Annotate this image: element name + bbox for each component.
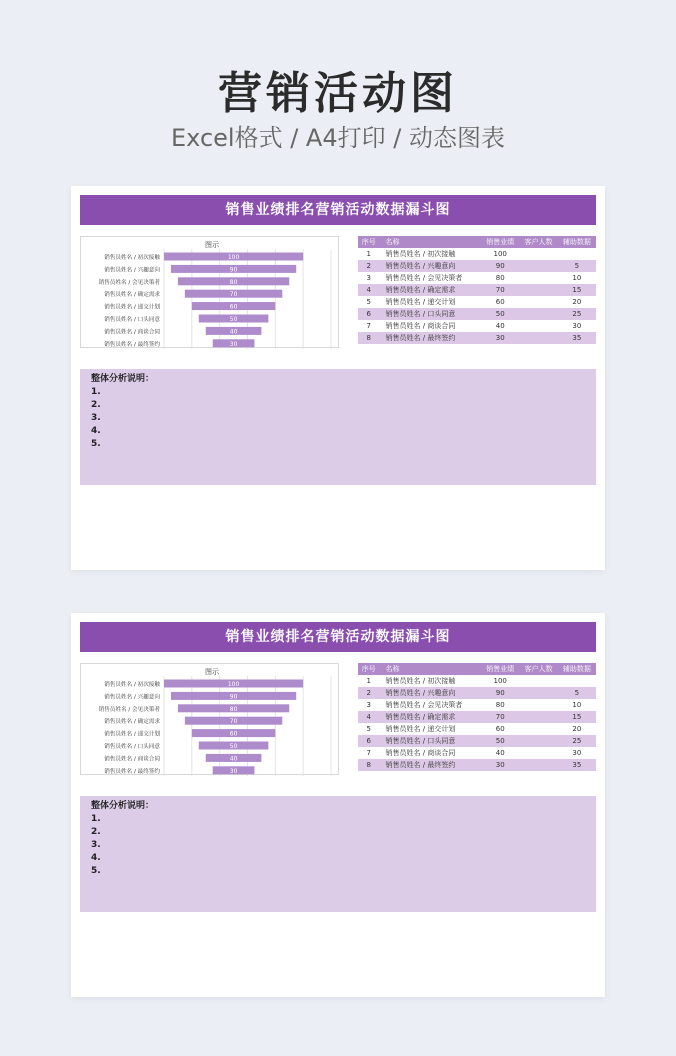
category-label: 销售员姓名 / 口头同意 — [104, 744, 160, 750]
table-row — [358, 687, 596, 699]
table-cell — [519, 711, 557, 723]
table-cell: 90 — [481, 687, 519, 699]
table-row — [358, 308, 596, 320]
table-cell: 销售员姓名 / 最终签约 — [380, 759, 482, 771]
analysis-list — [91, 386, 596, 451]
chart-title: 图示 — [205, 241, 219, 249]
table-cell: 1 — [358, 248, 380, 260]
page-subtitle: Excel格式 / A4打印 / 动态图表 — [171, 124, 505, 152]
table-cell: 销售员姓名 / 口头同意 — [380, 308, 482, 320]
table-row — [358, 759, 596, 771]
table-cell: 7 — [358, 747, 380, 759]
table-cell: 销售员姓名 / 确定需求 — [380, 284, 482, 296]
data-label: 30 — [229, 340, 238, 348]
table-cell: 60 — [481, 296, 519, 308]
category-label: 销售员姓名 / 初次接触 — [104, 255, 160, 261]
table-cell: 70 — [481, 711, 519, 723]
table-cell: 2 — [358, 687, 380, 699]
table-row — [358, 260, 596, 272]
table-cell: 6 — [358, 308, 380, 320]
analysis-item: 3. — [91, 840, 101, 850]
table-cell: 100 — [481, 675, 519, 687]
data-label: 90 — [229, 266, 238, 274]
table-cell: 10 — [558, 272, 596, 284]
analysis-item: 2. — [91, 827, 101, 837]
chart-title: 图示 — [205, 668, 219, 676]
table-cell: 4 — [358, 711, 380, 723]
table-cell: 50 — [481, 735, 519, 747]
table-cell: 20 — [558, 296, 596, 308]
table-cell — [519, 320, 557, 332]
funnel-chart-svg — [81, 237, 340, 349]
table-cell: 7 — [358, 320, 380, 332]
table-cell — [519, 723, 557, 735]
table-cell: 5 — [558, 687, 596, 699]
table-cell — [519, 284, 557, 296]
column-header: 客户人数 — [519, 663, 557, 675]
table-cell — [558, 675, 596, 687]
data-label: 70 — [229, 718, 238, 726]
analysis-box — [80, 369, 596, 485]
table-row — [358, 248, 596, 260]
table-cell: 40 — [481, 747, 519, 759]
table-cell: 25 — [558, 308, 596, 320]
data-table — [358, 236, 596, 344]
analysis-title: 整体分析说明： — [91, 374, 155, 384]
table-cell: 销售员姓名 / 初次接触 — [380, 248, 482, 260]
table-body — [358, 248, 596, 344]
table-cell: 销售员姓名 / 递交计划 — [380, 296, 482, 308]
data-label: 50 — [229, 743, 238, 750]
table-header-row — [358, 236, 596, 248]
table-cell: 30 — [481, 332, 519, 344]
table-cell: 35 — [558, 332, 596, 344]
table-cell — [519, 735, 557, 747]
table-cell: 4 — [358, 284, 380, 296]
table-cell: 5 — [558, 260, 596, 272]
funnel-chart — [80, 236, 339, 348]
analysis-item: 1. — [91, 387, 101, 397]
category-label: 销售员姓名 / 最终签约 — [104, 341, 160, 348]
table-cell — [519, 308, 557, 320]
table-cell: 销售员姓名 / 商谈合同 — [380, 747, 482, 759]
table-row — [358, 723, 596, 735]
table-cell: 30 — [558, 320, 596, 332]
table-cell: 100 — [481, 248, 519, 260]
column-header: 销售业绩 — [481, 236, 519, 248]
table-cell: 15 — [558, 284, 596, 296]
data-label: 60 — [229, 730, 238, 738]
table-cell: 销售员姓名 / 会见决策者 — [380, 272, 482, 284]
column-header: 名称 — [380, 236, 482, 248]
analysis-list — [91, 813, 596, 878]
table-row — [358, 332, 596, 344]
table-cell: 20 — [558, 723, 596, 735]
data-label: 80 — [229, 705, 238, 713]
category-label: 销售员姓名 / 口头同意 — [104, 317, 160, 323]
table-cell: 2 — [358, 260, 380, 272]
sheet-header: 销售业绩排名营销活动数据漏斗图 — [80, 195, 596, 225]
category-label: 销售员姓名 / 商谈合同 — [104, 756, 160, 763]
table-cell: 60 — [481, 723, 519, 735]
data-label: 70 — [229, 291, 238, 299]
table-cell — [519, 675, 557, 687]
category-label: 销售员姓名 / 商谈合同 — [104, 329, 160, 336]
table-cell — [519, 260, 557, 272]
sheet-preview-1 — [71, 186, 605, 570]
table-cell — [519, 248, 557, 260]
analysis-item: 1. — [91, 814, 101, 824]
table-row — [358, 675, 596, 687]
table-cell: 6 — [358, 735, 380, 747]
column-header: 辅助数据 — [558, 236, 596, 248]
analysis-box — [80, 796, 596, 912]
data-label: 90 — [229, 693, 238, 701]
data-label: 100 — [227, 681, 240, 688]
analysis-item: 4. — [91, 853, 101, 863]
table-cell: 3 — [358, 272, 380, 284]
table-row — [358, 296, 596, 308]
table-cell: 销售员姓名 / 确定需求 — [380, 711, 482, 723]
table-cell: 销售员姓名 / 递交计划 — [380, 723, 482, 735]
funnel-chart-svg — [81, 664, 340, 776]
table-row — [358, 735, 596, 747]
table-cell: 70 — [481, 284, 519, 296]
table-cell: 销售员姓名 / 最终签约 — [380, 332, 482, 344]
column-header: 名称 — [380, 663, 482, 675]
table-cell: 8 — [358, 759, 380, 771]
table-cell: 30 — [481, 759, 519, 771]
table-cell: 40 — [481, 320, 519, 332]
table-cell — [519, 699, 557, 711]
category-label: 销售员姓名 / 最终签约 — [104, 768, 160, 775]
data-label: 30 — [229, 767, 238, 775]
analysis-item: 2. — [91, 400, 101, 410]
table-row — [358, 711, 596, 723]
table-cell: 5 — [358, 296, 380, 308]
table-cell: 35 — [558, 759, 596, 771]
table-cell: 30 — [558, 747, 596, 759]
table-row — [358, 284, 596, 296]
category-label: 销售员姓名 / 兴趣意向 — [104, 267, 160, 274]
data-label: 50 — [229, 316, 238, 323]
column-header: 客户人数 — [519, 236, 557, 248]
table-cell: 8 — [358, 332, 380, 344]
table-cell: 销售员姓名 / 兴趣意向 — [380, 260, 482, 272]
category-label: 销售员姓名 / 递交计划 — [104, 304, 160, 311]
table-cell: 15 — [558, 711, 596, 723]
column-header: 序号 — [358, 663, 380, 675]
table-cell — [519, 759, 557, 771]
analysis-item: 3. — [91, 413, 101, 423]
table-cell: 销售员姓名 / 初次接触 — [380, 675, 482, 687]
table-cell: 50 — [481, 308, 519, 320]
sheet-header: 销售业绩排名营销活动数据漏斗图 — [80, 622, 596, 652]
table-cell — [519, 747, 557, 759]
table-row — [358, 272, 596, 284]
table-body — [358, 675, 596, 771]
table-cell: 1 — [358, 675, 380, 687]
table-row — [358, 699, 596, 711]
table-cell: 销售员姓名 / 兴趣意向 — [380, 687, 482, 699]
sheet-preview-2 — [71, 613, 605, 997]
table-cell: 5 — [358, 723, 380, 735]
analysis-item: 5. — [91, 439, 101, 449]
data-label: 80 — [229, 278, 238, 286]
data-label: 60 — [229, 303, 238, 311]
category-label: 销售员姓名 / 初次接触 — [104, 682, 160, 688]
category-label: 销售员姓名 / 递交计划 — [104, 731, 160, 738]
page-title: 营销活动图 — [218, 68, 458, 119]
category-label: 销售员姓名 / 会见决策者 — [98, 706, 160, 713]
table-cell — [519, 296, 557, 308]
table-row — [358, 747, 596, 759]
analysis-item: 4. — [91, 426, 101, 436]
category-label: 销售员姓名 / 会见决策者 — [98, 279, 160, 286]
data-table — [358, 663, 596, 771]
analysis-item: 5. — [91, 866, 101, 876]
data-label: 40 — [229, 755, 238, 763]
column-header: 序号 — [358, 236, 380, 248]
table-cell: 销售员姓名 / 商谈合同 — [380, 320, 482, 332]
table-cell: 80 — [481, 272, 519, 284]
table-cell: 25 — [558, 735, 596, 747]
table-cell — [519, 687, 557, 699]
column-header: 辅助数据 — [558, 663, 596, 675]
category-label: 销售员姓名 / 确定需求 — [104, 719, 160, 726]
table-cell — [519, 272, 557, 284]
category-label: 销售员姓名 / 兴趣意向 — [104, 694, 160, 701]
data-label: 40 — [229, 328, 238, 336]
table-cell — [558, 248, 596, 260]
table-cell: 10 — [558, 699, 596, 711]
table-cell — [519, 332, 557, 344]
table-cell: 3 — [358, 699, 380, 711]
table-header-row — [358, 663, 596, 675]
funnel-chart — [80, 663, 339, 775]
analysis-title: 整体分析说明： — [91, 801, 155, 811]
column-header: 销售业绩 — [481, 663, 519, 675]
table-cell: 80 — [481, 699, 519, 711]
category-label: 销售员姓名 / 确定需求 — [104, 292, 160, 299]
table-cell: 90 — [481, 260, 519, 272]
table-cell: 销售员姓名 / 会见决策者 — [380, 699, 482, 711]
table-row — [358, 320, 596, 332]
table-cell: 销售员姓名 / 口头同意 — [380, 735, 482, 747]
data-label: 100 — [227, 254, 240, 261]
